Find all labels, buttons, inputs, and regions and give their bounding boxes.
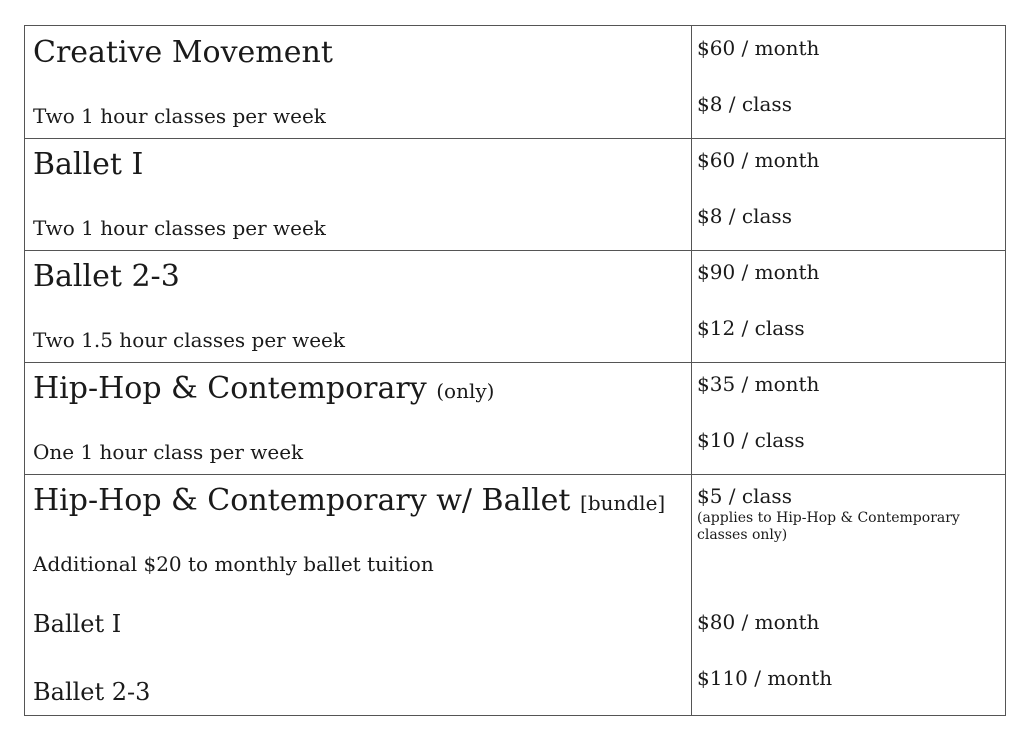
- monthly-price: $35 / month: [697, 372, 820, 396]
- class-schedule: Two 1 hour classes per week: [33, 216, 326, 240]
- class-title: Ballet 2-3: [33, 259, 180, 294]
- per-class-price: $12 / class: [697, 316, 805, 340]
- class-schedule: One 1 hour class per week: [33, 440, 304, 464]
- bundle-title-text: Hip-Hop & Contemporary w/ Ballet: [33, 483, 571, 518]
- class-title: Creative Movement: [33, 35, 333, 70]
- monthly-price: $60 / month: [697, 148, 820, 172]
- row-divider: [25, 250, 1005, 251]
- class-title: [33, 371, 495, 406]
- bundle-qualifier: [bundle]: [580, 491, 666, 515]
- bundle-item-price: $80 / month: [697, 610, 820, 634]
- row-divider: [25, 362, 1005, 363]
- class-qualifier: (only): [436, 379, 495, 403]
- class-title: Ballet I: [33, 147, 144, 182]
- bundle-detail: Additional $20 to monthly ballet tuition: [33, 552, 434, 576]
- bundle-per-class-price: $5 / class: [697, 484, 792, 508]
- column-divider: [691, 26, 692, 715]
- bundle-title: [33, 483, 666, 518]
- row-divider: [25, 474, 1005, 475]
- bundle-item-price: $110 / month: [697, 666, 833, 690]
- class-schedule: Two 1.5 hour classes per week: [33, 328, 346, 352]
- pricing-table: [24, 25, 1006, 716]
- per-class-price: $8 / class: [697, 92, 792, 116]
- bundle-item-name: Ballet I: [33, 610, 122, 638]
- bundle-item-name: Ballet 2-3: [33, 678, 151, 706]
- bundle-price-note: (applies to Hip-Hop & Contemporary classes only): [697, 510, 960, 543]
- monthly-price: $60 / month: [697, 36, 820, 60]
- class-title-text: Hip-Hop & Contemporary: [33, 371, 427, 406]
- row-divider: [25, 138, 1005, 139]
- monthly-price: $90 / month: [697, 260, 820, 284]
- class-schedule: Two 1 hour classes per week: [33, 104, 326, 128]
- per-class-price: $8 / class: [697, 204, 792, 228]
- per-class-price: $10 / class: [697, 428, 805, 452]
